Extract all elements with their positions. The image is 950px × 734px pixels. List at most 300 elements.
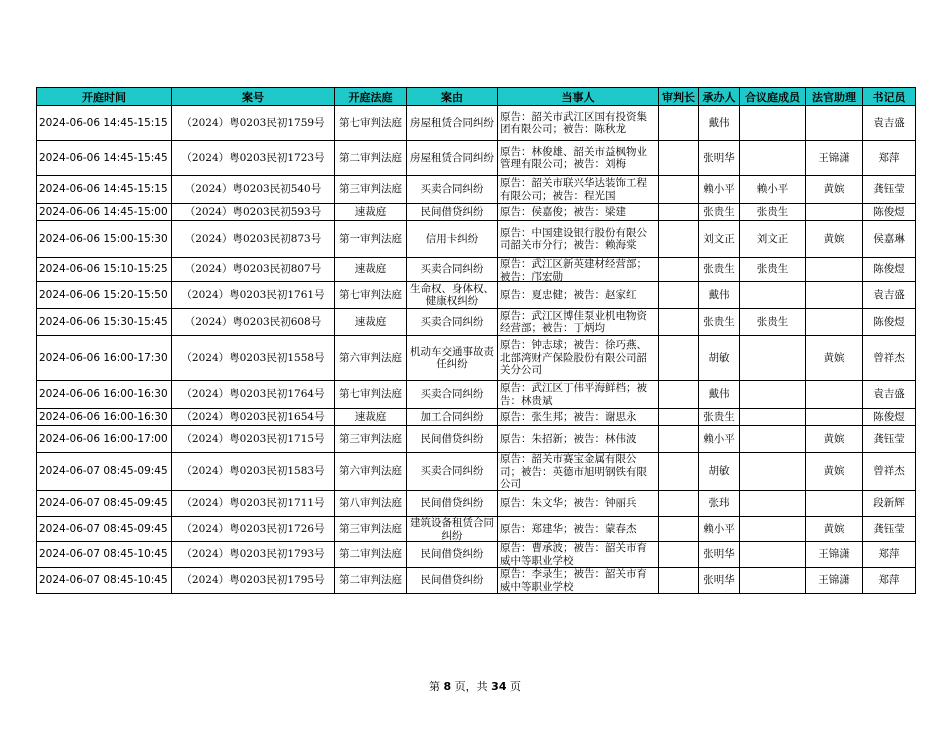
cell-assistant-text: 王锦潇 xyxy=(818,548,850,561)
cell-assistant-text: 黄嫔 xyxy=(823,232,845,245)
cell-case-no-text: （2024）粤0203民初873号 xyxy=(184,232,322,245)
cell-clerk xyxy=(863,282,916,309)
cell-clerk-text: 侯嘉琳 xyxy=(873,232,905,245)
cell-handler-text: 戴伟 xyxy=(708,116,730,129)
cell-assistant xyxy=(806,409,863,426)
cell-cause xyxy=(407,258,498,282)
cell-handler-text: 胡敏 xyxy=(708,465,730,478)
col-header-case-no: 案号 xyxy=(172,88,335,106)
cell-panel xyxy=(740,409,806,426)
cell-clerk-text: 龚钰莹 xyxy=(873,432,905,445)
cell-case-no-text: （2024）粤0203民初1759号 xyxy=(181,116,325,129)
cell-panel xyxy=(740,336,806,381)
cell-time-text: 2024-06-06 14:45-15:15 xyxy=(39,183,168,196)
cell-court xyxy=(335,106,407,141)
table-row xyxy=(37,542,916,568)
cell-handler-text: 胡敏 xyxy=(708,351,730,364)
cell-court-text: 第二审判法庭 xyxy=(339,548,402,561)
cell-time xyxy=(37,491,172,517)
table-row xyxy=(37,176,916,204)
cell-case-no xyxy=(172,381,335,409)
table-row xyxy=(37,568,916,594)
cell-clerk-text: 龚钰莹 xyxy=(873,522,905,535)
cell-judge xyxy=(659,426,699,453)
cell-parties xyxy=(498,309,659,336)
cell-assistant-text: 黄嫔 xyxy=(823,351,845,364)
cell-judge xyxy=(659,568,699,594)
footer-total-pages: 34 xyxy=(491,680,507,693)
cell-handler xyxy=(699,221,740,258)
cell-case-no-text: （2024）粤0203民初1764号 xyxy=(181,388,325,401)
cell-handler-text: 张贵生 xyxy=(703,410,735,423)
cell-panel-text: 张贵生 xyxy=(756,205,789,218)
cell-handler-text: 戴伟 xyxy=(708,388,730,401)
cell-clerk xyxy=(863,517,916,542)
cell-handler xyxy=(699,426,740,453)
cell-assistant xyxy=(806,336,863,381)
cell-time-text: 2024-06-06 15:20-15:50 xyxy=(39,288,168,301)
cell-time xyxy=(37,381,172,409)
cell-handler xyxy=(699,517,740,542)
cell-court-text: 第七审判法庭 xyxy=(339,388,402,401)
cell-judge xyxy=(659,309,699,336)
cell-court xyxy=(335,542,407,568)
cell-case-no xyxy=(172,491,335,517)
cell-clerk-text: 袁吉盛 xyxy=(873,288,905,301)
cell-handler xyxy=(699,568,740,594)
cell-handler-text: 张贵生 xyxy=(703,263,735,276)
cell-clerk xyxy=(863,336,916,381)
cell-case-no-text: （2024）粤0203民初1583号 xyxy=(181,465,325,478)
cell-time-text: 2024-06-06 16:00-17:30 xyxy=(39,351,168,364)
cell-court xyxy=(335,221,407,258)
cell-assistant-text: 王锦潇 xyxy=(818,574,850,587)
cell-time-text: 2024-06-06 15:00-15:30 xyxy=(39,232,168,245)
cell-clerk xyxy=(863,204,916,221)
cell-cause xyxy=(407,176,498,204)
cell-case-no xyxy=(172,204,335,221)
cell-cause-text: 房屋租赁合同纠纷 xyxy=(410,151,494,164)
table-row xyxy=(37,336,916,381)
cell-clerk xyxy=(863,409,916,426)
cell-parties-text: 原告：林俊雄、韶关市益枫物业管理有限公司；被告：刘梅 xyxy=(500,145,647,170)
cell-clerk-text: 陈俊煜 xyxy=(873,315,905,328)
cell-parties-text: 原告：曹承波；被告：韶关市育威中等职业学校 xyxy=(500,542,647,567)
cell-time-text: 2024-06-07 08:45-10:45 xyxy=(39,574,168,587)
cell-handler xyxy=(699,491,740,517)
cell-cause-text: 房屋租赁合同纠纷 xyxy=(410,116,494,129)
cell-handler xyxy=(699,381,740,409)
cell-parties xyxy=(498,106,659,141)
cell-parties xyxy=(498,409,659,426)
cell-cause xyxy=(407,141,498,176)
cell-assistant xyxy=(806,141,863,176)
cell-cause-text: 买卖合同纠纷 xyxy=(420,388,484,401)
cell-parties-text: 原告：李录生；被告：韶关市育威中等职业学校 xyxy=(500,568,647,593)
cell-assistant xyxy=(806,282,863,309)
cell-assistant xyxy=(806,453,863,491)
cell-time xyxy=(37,204,172,221)
cell-assistant xyxy=(806,258,863,282)
cell-clerk xyxy=(863,106,916,141)
cell-court xyxy=(335,517,407,542)
cell-case-no xyxy=(172,517,335,542)
cell-time-text: 2024-06-06 15:30-15:45 xyxy=(39,315,168,328)
cell-handler-text: 张玮 xyxy=(708,497,730,510)
cell-court xyxy=(335,336,407,381)
cell-clerk xyxy=(863,141,916,176)
cell-cause xyxy=(407,568,498,594)
cell-clerk xyxy=(863,491,916,517)
cell-judge xyxy=(659,409,699,426)
cell-clerk xyxy=(863,381,916,409)
cell-cause-text: 买卖合同纠纷 xyxy=(420,465,484,478)
cell-judge xyxy=(659,221,699,258)
cell-time-text: 2024-06-06 16:00-16:30 xyxy=(39,388,168,401)
cell-parties-text: 原告：韶关市联兴华达装饰工程有限公司；被告：程光国 xyxy=(500,177,647,202)
cell-parties xyxy=(498,176,659,204)
cell-case-no-text: （2024）粤0203民初1793号 xyxy=(181,548,325,561)
cell-parties-text: 原告：朱招新；被告：林伟波 xyxy=(500,432,637,445)
col-header-time: 开庭时间 xyxy=(37,88,172,106)
cell-parties xyxy=(498,221,659,258)
cell-case-no-text: （2024）粤0203民初1761号 xyxy=(181,288,325,301)
cell-judge xyxy=(659,282,699,309)
cell-handler-text: 张明华 xyxy=(703,548,735,561)
col-header-assistant: 法官助理 xyxy=(806,88,863,106)
table-body xyxy=(37,106,916,594)
cell-assistant xyxy=(806,517,863,542)
cell-assistant xyxy=(806,221,863,258)
cell-case-no-text: （2024）粤0203民初1726号 xyxy=(181,522,325,535)
cell-handler-text: 赖小平 xyxy=(703,183,735,196)
cell-panel xyxy=(740,141,806,176)
cell-panel xyxy=(740,176,806,204)
cell-court xyxy=(335,409,407,426)
cell-cause xyxy=(407,517,498,542)
cell-time-text: 2024-06-06 14:45-15:45 xyxy=(39,151,168,164)
cell-handler xyxy=(699,258,740,282)
cell-cause-text: 民间借贷纠纷 xyxy=(420,548,484,561)
cell-panel xyxy=(740,491,806,517)
cell-case-no xyxy=(172,426,335,453)
cell-panel xyxy=(740,258,806,282)
cell-clerk-text: 陈俊煜 xyxy=(873,410,905,423)
cell-parties xyxy=(498,568,659,594)
cell-handler-text: 刘文正 xyxy=(703,232,735,245)
cell-time xyxy=(37,282,172,309)
cell-time xyxy=(37,336,172,381)
cell-court-text: 速裁庭 xyxy=(354,263,387,276)
cell-case-no-text: （2024）粤0203民初1795号 xyxy=(181,574,325,587)
cell-parties-text: 原告：钟志球；被告：徐巧燕、北部湾财产保险股份有限公司韶关分公司 xyxy=(500,339,647,377)
table-row xyxy=(37,409,916,426)
cell-time xyxy=(37,568,172,594)
table-header-row xyxy=(37,88,916,106)
cell-time-text: 2024-06-07 08:45-10:45 xyxy=(39,548,168,561)
cell-case-no xyxy=(172,568,335,594)
cell-handler xyxy=(699,106,740,141)
cell-judge xyxy=(659,517,699,542)
cell-case-no xyxy=(172,336,335,381)
cell-parties-text: 原告：武江区博佳泵业机电物资经营部；被告：丁炳均 xyxy=(500,309,647,334)
col-header-handler: 承办人 xyxy=(699,88,740,106)
cell-case-no-text: （2024）粤0203民初540号 xyxy=(184,183,322,196)
cell-court-text: 第二审判法庭 xyxy=(339,574,402,587)
cell-time xyxy=(37,309,172,336)
cell-panel-text: 赖小平 xyxy=(756,183,789,196)
cell-assistant-text: 黄嫔 xyxy=(823,465,845,478)
cell-panel-text: 张贵生 xyxy=(756,263,789,276)
cell-case-no-text: （2024）粤0203民初1711号 xyxy=(181,497,325,510)
cell-panel xyxy=(740,282,806,309)
cell-assistant xyxy=(806,204,863,221)
table-row xyxy=(37,204,916,221)
cell-court-text: 第三审判法庭 xyxy=(339,183,402,196)
cell-assistant xyxy=(806,568,863,594)
cell-judge xyxy=(659,258,699,282)
cell-panel-text: 刘文正 xyxy=(756,232,789,245)
cell-cause-text: 民间借贷纠纷 xyxy=(420,432,484,445)
cell-parties-text: 原告：夏忠健；被告：赵家红 xyxy=(500,288,637,301)
hearing-schedule-table xyxy=(36,87,916,594)
cell-assistant xyxy=(806,542,863,568)
cell-cause xyxy=(407,204,498,221)
cell-judge xyxy=(659,381,699,409)
table-row xyxy=(37,309,916,336)
cell-case-no-text: （2024）粤0203民初593号 xyxy=(184,205,322,218)
cell-cause-text: 买卖合同纠纷 xyxy=(420,183,484,196)
cell-panel xyxy=(740,542,806,568)
cell-handler-text: 戴伟 xyxy=(708,288,730,301)
cell-cause-text: 机动车交通事故责任纠纷 xyxy=(410,345,494,370)
table-row xyxy=(37,258,916,282)
cell-case-no-text: （2024）粤0203民初1654号 xyxy=(181,410,325,423)
table-row xyxy=(37,426,916,453)
table-row xyxy=(37,221,916,258)
cell-cause-text: 买卖合同纠纷 xyxy=(420,315,484,328)
cell-court-text: 第八审判法庭 xyxy=(339,497,402,510)
cell-parties xyxy=(498,141,659,176)
cell-handler xyxy=(699,542,740,568)
footer-suffix: 页 xyxy=(509,680,521,693)
cell-clerk xyxy=(863,176,916,204)
cell-clerk-text: 袁吉盛 xyxy=(873,388,905,401)
table-row xyxy=(37,381,916,409)
cell-court xyxy=(335,491,407,517)
cell-parties xyxy=(498,542,659,568)
cell-panel xyxy=(740,517,806,542)
cell-case-no-text: （2024）粤0203民初1558号 xyxy=(181,351,325,364)
cell-clerk xyxy=(863,258,916,282)
col-header-clerk: 书记员 xyxy=(863,88,916,106)
cell-assistant xyxy=(806,381,863,409)
cell-time-text: 2024-06-07 08:45-09:45 xyxy=(39,465,168,478)
cell-time-text: 2024-06-06 14:45-15:00 xyxy=(39,205,168,218)
col-header-parties: 当事人 xyxy=(498,88,659,106)
cell-case-no xyxy=(172,106,335,141)
cell-court-text: 第三审判法庭 xyxy=(339,522,402,535)
cell-assistant xyxy=(806,106,863,141)
cell-assistant-text: 黄嫔 xyxy=(823,432,845,445)
cell-judge xyxy=(659,204,699,221)
cell-handler-text: 张明华 xyxy=(703,151,735,164)
table-row xyxy=(37,517,916,542)
col-header-court: 开庭法庭 xyxy=(335,88,407,106)
cell-parties-text: 原告：张生邦；被告：谢思永 xyxy=(500,410,637,423)
cell-parties xyxy=(498,453,659,491)
cell-parties xyxy=(498,517,659,542)
cell-parties xyxy=(498,204,659,221)
cell-handler xyxy=(699,176,740,204)
cell-panel xyxy=(740,568,806,594)
cell-parties-text: 原告：朱文华；被告：钟丽兵 xyxy=(500,497,637,510)
cell-parties-text: 原告：武江区丁伟平海鲜档；被告：林贵斌 xyxy=(500,382,647,407)
cell-judge xyxy=(659,176,699,204)
cell-clerk-text: 郑萍 xyxy=(878,548,900,561)
cell-assistant xyxy=(806,426,863,453)
cell-court xyxy=(335,141,407,176)
cell-clerk xyxy=(863,221,916,258)
cell-clerk xyxy=(863,453,916,491)
col-header-panel: 合议庭成员 xyxy=(740,88,806,106)
table-row xyxy=(37,453,916,491)
cell-handler-text: 赖小平 xyxy=(703,432,735,445)
col-header-cause: 案由 xyxy=(407,88,498,106)
cell-time xyxy=(37,426,172,453)
cell-court-text: 速裁庭 xyxy=(354,410,387,423)
cell-handler-text: 张明华 xyxy=(703,574,735,587)
cell-time xyxy=(37,141,172,176)
cell-judge xyxy=(659,542,699,568)
cell-judge xyxy=(659,336,699,381)
cell-assistant-text: 王锦潇 xyxy=(818,151,850,164)
cell-time xyxy=(37,176,172,204)
cell-case-no xyxy=(172,258,335,282)
cell-assistant-text: 黄嫔 xyxy=(823,183,845,196)
cell-court-text: 第七审判法庭 xyxy=(339,116,402,129)
cell-cause-text: 生命权、身体权、健康权纠纷 xyxy=(410,282,494,307)
cell-cause xyxy=(407,453,498,491)
cell-court-text: 第一审判法庭 xyxy=(339,232,402,245)
cell-court-text: 第六审判法庭 xyxy=(339,351,402,364)
cell-cause xyxy=(407,282,498,309)
cell-court xyxy=(335,258,407,282)
table-row xyxy=(37,106,916,141)
cell-court xyxy=(335,282,407,309)
cell-handler xyxy=(699,453,740,491)
cell-handler-text: 赖小平 xyxy=(703,522,735,535)
cell-case-no xyxy=(172,221,335,258)
cell-case-no xyxy=(172,409,335,426)
cell-court xyxy=(335,309,407,336)
cell-parties xyxy=(498,336,659,381)
cell-case-no xyxy=(172,309,335,336)
cell-panel xyxy=(740,106,806,141)
cell-handler xyxy=(699,409,740,426)
cell-court-text: 第二审判法庭 xyxy=(339,151,402,164)
cell-panel xyxy=(740,453,806,491)
cell-cause-text: 建筑设备租赁合同纠纷 xyxy=(410,517,494,541)
cell-case-no xyxy=(172,176,335,204)
cell-panel xyxy=(740,204,806,221)
cell-clerk-text: 郑萍 xyxy=(878,574,900,587)
cell-time xyxy=(37,258,172,282)
cell-handler-text: 张贵生 xyxy=(703,205,735,218)
cell-time-text: 2024-06-06 16:00-16:30 xyxy=(39,410,168,423)
cell-court-text: 速裁庭 xyxy=(354,315,387,328)
cell-assistant xyxy=(806,309,863,336)
cell-court xyxy=(335,204,407,221)
cell-court-text: 第七审判法庭 xyxy=(339,288,402,301)
cell-clerk xyxy=(863,426,916,453)
cell-cause xyxy=(407,542,498,568)
cell-handler xyxy=(699,309,740,336)
cell-time xyxy=(37,409,172,426)
cell-cause xyxy=(407,106,498,141)
cell-time-text: 2024-06-06 16:00-17:00 xyxy=(39,432,168,445)
cell-cause xyxy=(407,309,498,336)
cell-case-no-text: （2024）粤0203民初608号 xyxy=(184,315,322,328)
cell-parties-text: 原告：韶关市武江区国有投资集团有限公司；被告：陈秋龙 xyxy=(500,110,647,135)
cell-clerk xyxy=(863,568,916,594)
cell-panel-text: 张贵生 xyxy=(756,315,789,328)
cell-case-no xyxy=(172,453,335,491)
footer-prefix: 第 xyxy=(429,680,441,693)
cell-parties-text: 原告：武江区新英建材经营部；被告：邝宏勋 xyxy=(500,258,647,281)
cell-parties-text: 原告：侯嘉俊；被告：梁建 xyxy=(500,205,626,218)
cell-case-no xyxy=(172,141,335,176)
cell-assistant xyxy=(806,491,863,517)
cell-judge xyxy=(659,141,699,176)
cell-clerk-text: 郑萍 xyxy=(878,151,900,164)
cell-parties-text: 原告：韶关市赛宝金属有限公司；被告：英德市旭明钢铁有限公司 xyxy=(500,453,647,490)
cell-cause-text: 加工合同纠纷 xyxy=(420,410,484,423)
cell-clerk xyxy=(863,309,916,336)
cell-clerk-text: 龚钰莹 xyxy=(873,183,905,196)
cell-parties-text: 原告：郑建华；被告：蒙春杰 xyxy=(500,522,637,535)
cell-time-text: 2024-06-06 15:10-15:25 xyxy=(39,263,168,276)
cell-panel xyxy=(740,309,806,336)
cell-parties xyxy=(498,258,659,282)
cell-court-text: 第三审判法庭 xyxy=(339,432,402,445)
cell-judge xyxy=(659,106,699,141)
cell-handler xyxy=(699,141,740,176)
cell-panel xyxy=(740,426,806,453)
cell-parties-text: 原告：中国建设银行股份有限公司韶关市分行；被告：赖海棠 xyxy=(500,226,647,251)
cell-cause-text: 民间借贷纠纷 xyxy=(420,497,484,510)
cell-handler xyxy=(699,204,740,221)
cell-clerk-text: 袁吉盛 xyxy=(873,116,905,129)
cell-assistant-text: 黄嫔 xyxy=(823,522,845,535)
cell-cause-text: 民间借贷纠纷 xyxy=(420,574,484,587)
cell-cause xyxy=(407,491,498,517)
cell-court xyxy=(335,568,407,594)
cell-clerk-text: 陈俊煜 xyxy=(873,205,905,218)
cell-cause xyxy=(407,426,498,453)
cell-parties xyxy=(498,381,659,409)
cell-handler xyxy=(699,282,740,309)
cell-case-no-text: （2024）粤0203民初1723号 xyxy=(181,151,325,164)
cell-clerk-text: 曾祥杰 xyxy=(873,351,905,364)
cell-time xyxy=(37,221,172,258)
cell-case-no-text: （2024）粤0203民初807号 xyxy=(184,263,322,276)
cell-parties xyxy=(498,491,659,517)
footer-page-number: 8 xyxy=(443,680,452,693)
cell-parties xyxy=(498,426,659,453)
footer-middle: 页，共 xyxy=(454,680,488,693)
cell-time-text: 2024-06-07 08:45-09:45 xyxy=(39,497,168,510)
